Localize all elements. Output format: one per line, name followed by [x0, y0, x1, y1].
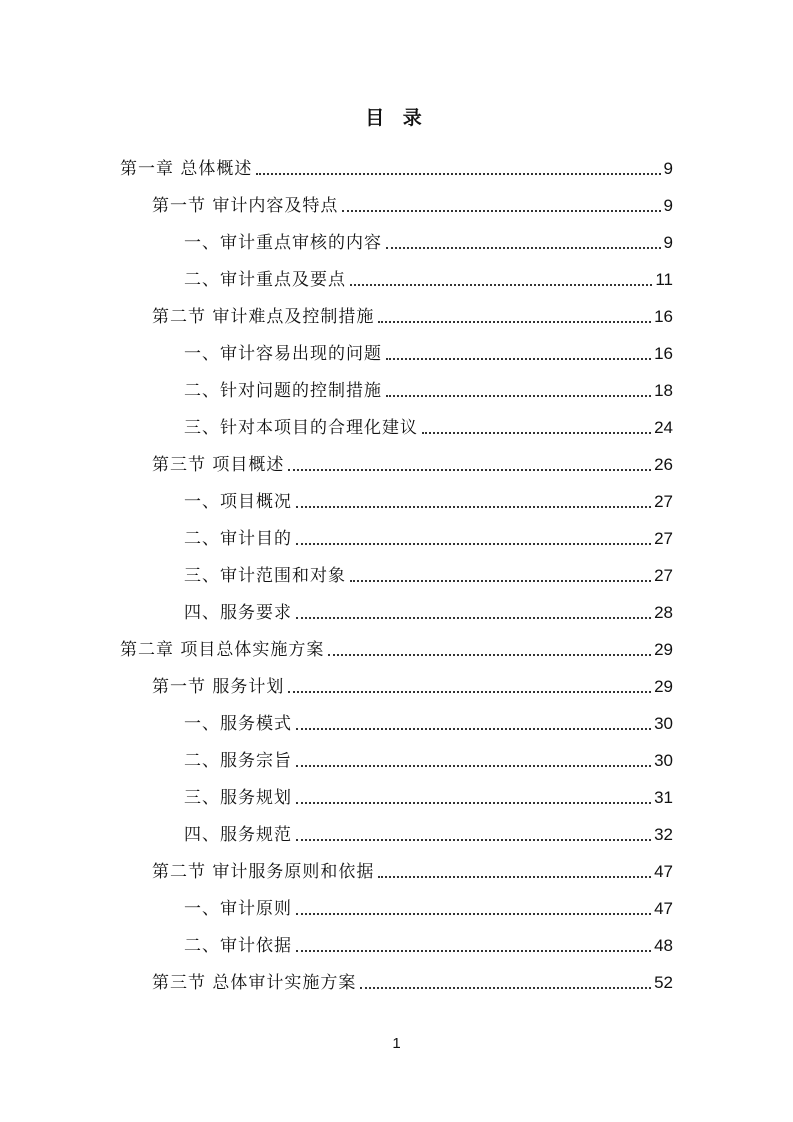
toc-entry-page: 16 [654, 344, 673, 363]
page-number: 1 [392, 1035, 401, 1052]
toc-entry-label: 二、审计依据 [184, 936, 292, 956]
toc-entry-page: 9 [663, 196, 673, 215]
toc-entry-label: 一、审计重点审核的内容 [184, 233, 382, 253]
toc-title: 目 录 [365, 107, 428, 129]
toc-entry-subsection[interactable] [120, 698, 673, 735]
toc-entry-page: 11 [655, 270, 673, 289]
toc-entry-subsection[interactable] [120, 328, 673, 365]
dot-leader [296, 617, 651, 619]
toc-entry-chapter[interactable] [120, 624, 673, 661]
toc-entry-section[interactable] [120, 439, 673, 476]
toc-entry-label: 二、针对问题的控制措施 [184, 381, 382, 401]
toc-entry-section[interactable] [120, 180, 673, 217]
toc-entry-label: 四、服务规范 [184, 825, 292, 845]
dot-leader [296, 506, 651, 508]
dot-leader [342, 210, 660, 212]
toc-entry-page: 18 [654, 381, 673, 400]
toc-entry-label: 三、服务规划 [184, 788, 292, 808]
toc-entry-label: 一、审计容易出现的问题 [184, 344, 382, 364]
toc-entry-label: 二、审计重点及要点 [184, 270, 346, 290]
dot-leader [386, 395, 651, 397]
toc-entry-page: 26 [654, 455, 673, 474]
toc-entry-page: 24 [654, 418, 673, 437]
toc-entry-page: 27 [654, 566, 673, 585]
dot-leader [296, 802, 651, 804]
dot-leader [296, 728, 651, 730]
toc-entry-subsection[interactable] [120, 476, 673, 513]
toc-entry-page: 16 [654, 307, 673, 326]
toc-entry-label: 第三节 项目概述 [152, 455, 285, 475]
toc-entry-label: 第二章 项目总体实施方案 [120, 640, 325, 660]
dot-leader [328, 654, 651, 656]
toc-entry-page: 28 [654, 603, 673, 622]
dot-leader [360, 987, 651, 989]
dot-leader [422, 432, 651, 434]
toc-entry-subsection[interactable] [120, 217, 673, 254]
toc-entry-section[interactable] [120, 291, 673, 328]
toc-entry-label: 二、审计目的 [184, 529, 292, 549]
dot-leader [350, 284, 652, 286]
toc-entry-subsection[interactable] [120, 254, 673, 291]
toc-entry-subsection[interactable] [120, 587, 673, 624]
toc-entry-label: 第二节 审计难点及控制措施 [152, 307, 375, 327]
toc-entry-label: 一、审计原则 [184, 899, 292, 919]
dot-leader [256, 173, 660, 175]
toc-entry-subsection[interactable] [120, 550, 673, 587]
dot-leader [296, 765, 651, 767]
toc-entry-label: 一、项目概况 [184, 492, 292, 512]
toc-entry-subsection[interactable] [120, 365, 673, 402]
toc-entry-page: 32 [654, 825, 673, 844]
toc-entry-label: 第一章 总体概述 [120, 159, 253, 179]
toc-entry-page: 29 [654, 640, 673, 659]
toc-entry-page: 31 [654, 788, 673, 807]
toc-entry-page: 47 [654, 862, 673, 881]
toc-entry-page: 27 [654, 529, 673, 548]
toc-entry-label: 第二节 审计服务原则和依据 [152, 862, 375, 882]
toc-entry-label: 第一节 服务计划 [152, 677, 285, 697]
toc-entry-chapter[interactable] [120, 143, 673, 180]
dot-leader [350, 580, 651, 582]
dot-leader [296, 913, 651, 915]
toc-entry-page: 30 [654, 751, 673, 770]
dot-leader [288, 469, 651, 471]
toc-entry-page: 27 [654, 492, 673, 511]
toc-entry-label: 一、服务模式 [184, 714, 292, 734]
dot-leader [378, 321, 651, 323]
toc-entry-label: 第三节 总体审计实施方案 [152, 973, 357, 993]
dot-leader [378, 876, 651, 878]
toc-entry-page: 48 [654, 936, 673, 955]
toc-entry-section[interactable] [120, 957, 673, 994]
toc-entry-subsection[interactable] [120, 402, 673, 439]
toc-entry-label: 三、审计范围和对象 [184, 566, 346, 586]
dot-leader [296, 950, 651, 952]
dot-leader [296, 839, 651, 841]
toc-entry-section[interactable] [120, 846, 673, 883]
toc-entry-subsection[interactable] [120, 809, 673, 846]
toc-entry-label: 三、针对本项目的合理化建议 [184, 418, 418, 438]
toc-entry-page: 52 [654, 973, 673, 992]
toc-entry-subsection[interactable] [120, 735, 673, 772]
toc-entry-page: 29 [654, 677, 673, 696]
toc-entry-label: 第一节 审计内容及特点 [152, 196, 339, 216]
toc-entry-label: 二、服务宗旨 [184, 751, 292, 771]
toc-entry-section[interactable] [120, 661, 673, 698]
dot-leader [288, 691, 651, 693]
dot-leader [386, 358, 651, 360]
toc-entry-label: 四、服务要求 [184, 603, 292, 623]
toc-entry-subsection[interactable] [120, 513, 673, 550]
toc-entry-page: 9 [663, 159, 673, 178]
dot-leader [296, 543, 651, 545]
toc-entry-page: 47 [654, 899, 673, 918]
toc-entry-page: 9 [663, 233, 673, 252]
dot-leader [386, 247, 661, 249]
toc-entry-subsection[interactable] [120, 883, 673, 920]
toc-entry-page: 30 [654, 714, 673, 733]
toc-entry-subsection[interactable] [120, 772, 673, 809]
toc-entry-subsection[interactable] [120, 920, 673, 957]
